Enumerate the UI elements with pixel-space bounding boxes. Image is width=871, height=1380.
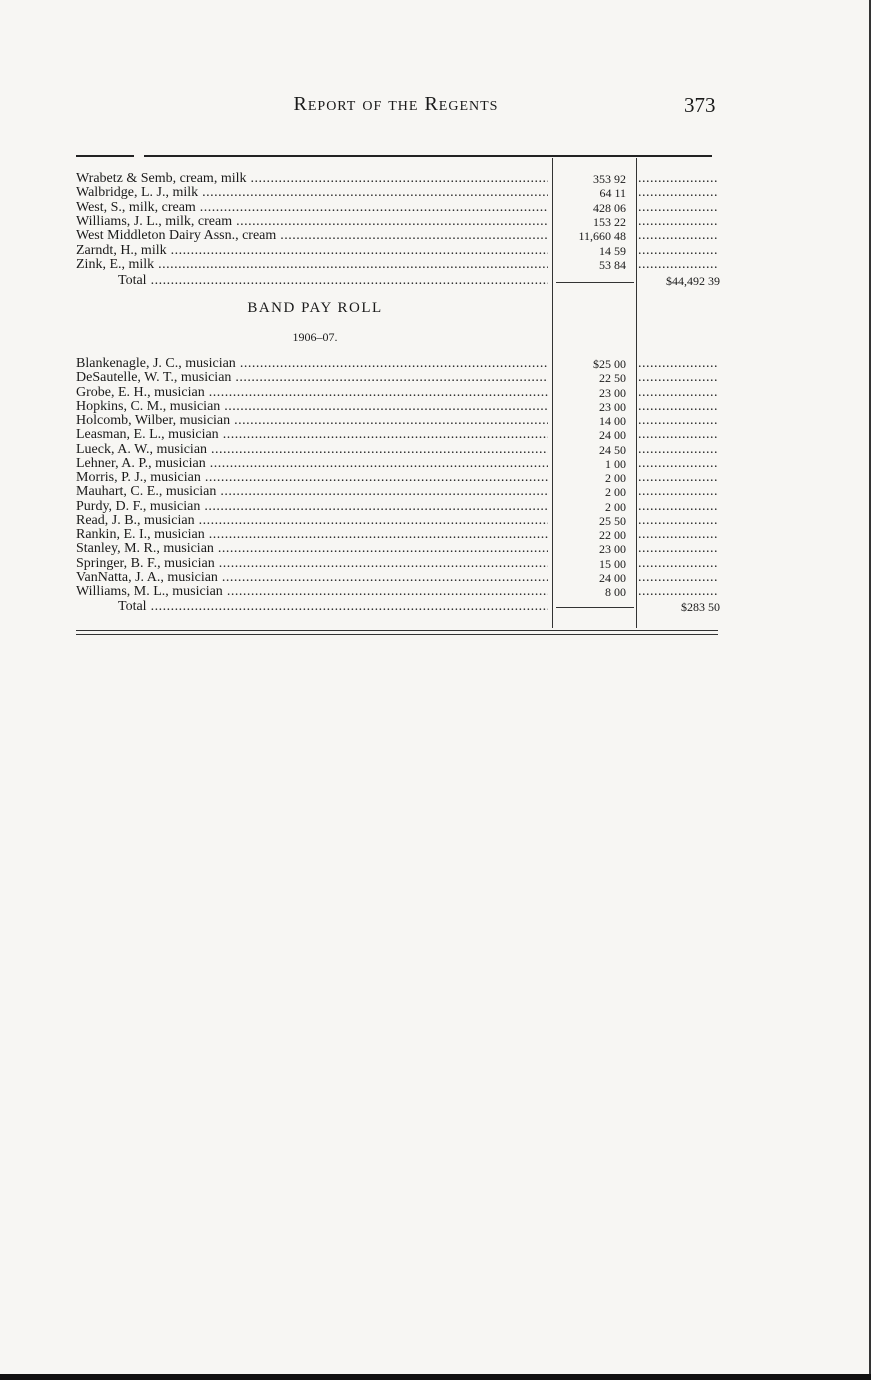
closing-double-rule [76,630,718,635]
table-row [76,585,721,599]
entry-amount: 14 59 [599,243,626,258]
leader-dots [638,229,718,243]
entry-name: Blankenagle, J. C., musician ..... [76,357,548,371]
entry-name: Leasman, E. L., musician ..... [76,428,548,442]
table-row [76,557,721,571]
page-edge-bottom [0,1374,871,1380]
leader-dots [638,201,718,215]
entry-amount: 2 00 [605,485,626,500]
entry-amount: 23 00 [599,542,626,557]
table-row [76,371,721,385]
leader-dots [638,443,718,457]
leader-dots [638,428,718,442]
table-row [76,514,721,528]
leader-dots [638,215,718,229]
table-row [76,414,721,428]
leader-dots [638,371,718,385]
entry-name: West, S., milk, cream ..... [76,201,548,215]
leader-dots [638,485,718,499]
entry-name: Zarndt, H., milk ..... [76,244,548,258]
leader-dots [638,244,718,258]
entry-amount: 22 50 [599,371,626,386]
entry-amount: 23 00 [599,399,626,414]
leader-dots [638,528,718,542]
table-row [76,485,721,499]
leader-dots [638,386,718,400]
entry-amount: 15 00 [599,556,626,571]
leader-dots [638,457,718,471]
total-label: Total ..... [76,274,548,288]
table-row [76,457,721,471]
entry-name: Walbridge, L. J., milk ..... [76,186,548,200]
total-amount: $44,492 39 [666,274,720,288]
leader-dots [638,571,718,585]
entry-name: Williams, M. L., musician ..... [76,585,548,599]
total-label: Total ..... [76,600,548,614]
page-header [0,93,871,119]
entry-amount: 8 00 [605,585,626,599]
leader-dots [638,542,718,556]
leader-dots [638,172,718,186]
leader-dots [638,500,718,514]
entry-amount: 153 22 [593,214,626,229]
table-row [76,244,721,258]
entry-amount: 64 11 [599,186,626,201]
leader-dots [638,186,718,200]
entry-name: Zink, E., milk ..... [76,258,548,272]
leader-dots [638,471,718,485]
leader-dots [638,514,718,528]
table-row [76,386,721,400]
table-row [76,400,721,414]
table-row [76,172,721,186]
entry-name: VanNatta, J. A., musician ..... [76,571,548,585]
entry-name: West Middleton Dairy Assn., cream ..... [76,229,548,243]
table-row [76,229,721,243]
leader-dots [638,585,718,599]
table-row [76,258,721,272]
top-rule [76,155,134,157]
entry-name: Wrabetz & Semb, cream, milk ..... [76,172,548,186]
entry-name: Grobe, E. H., musician ..... [76,386,548,400]
table-row [76,428,721,442]
entry-amount: 1 00 [605,456,626,471]
table-row [76,443,721,457]
entry-name: Hopkins, C. M., musician ..... [76,400,548,414]
dairy-total-row [76,274,721,288]
entry-amount: 24 00 [599,428,626,443]
leader-dots [638,557,718,571]
entry-amount: 2 00 [605,499,626,514]
entry-name: Read, J. B., musician ..... [76,514,548,528]
leader-dots [638,357,718,371]
entry-amount: 53 84 [599,257,626,272]
table-row [76,215,721,229]
leader-dots [638,400,718,414]
table-row [76,186,721,200]
table-row [76,201,721,215]
running-title: Report of the Regents [293,93,499,115]
entry-amount: $25 00 [593,357,626,371]
entry-name: Mauhart, C. E., musician ..... [76,485,548,499]
entry-name: Stanley, M. R., musician ..... [76,542,548,556]
section-title: BAND PAY ROLL [247,300,383,316]
table-row [76,528,721,542]
entry-amount: 25 50 [599,513,626,528]
entry-amount: 428 06 [593,200,626,215]
entry-name: Springer, B. F., musician ..... [76,557,548,571]
entry-amount: 353 92 [593,172,626,186]
band-total-row [76,600,721,614]
entry-amount: 14 00 [599,414,626,428]
top-rule [144,155,712,157]
entry-amount: 24 00 [599,570,626,585]
entry-name: Lueck, A. W., musician ..... [76,443,548,457]
page-number: 373 [684,93,716,117]
table-row [76,357,721,371]
leader-dots [638,258,718,272]
entry-amount: 11,660 48 [578,229,626,244]
entry-amount: 2 00 [605,471,626,485]
entry-amount: 22 00 [599,528,626,542]
section-year: 1906–07. [292,330,338,344]
entry-name: Rankin, E. I., musician ..... [76,528,548,542]
entry-amount: 24 50 [599,442,626,457]
entry-name: Holcomb, Wilber, musician ..... [76,414,548,428]
table-row [76,500,721,514]
total-amount: $283 50 [681,600,720,614]
entry-amount: 23 00 [599,385,626,400]
entry-name: Purdy, D. F., musician ..... [76,500,548,514]
table-row [76,471,721,485]
entry-name: DeSautelle, W. T., musician ..... [76,371,548,385]
entry-name: Lehner, A. P., musician ..... [76,457,548,471]
entry-name: Williams, J. L., milk, cream ..... [76,215,548,229]
table-row [76,571,721,585]
leader-dots [638,414,718,428]
entry-name: Morris, P. J., musician ..... [76,471,548,485]
table-row [76,542,721,556]
